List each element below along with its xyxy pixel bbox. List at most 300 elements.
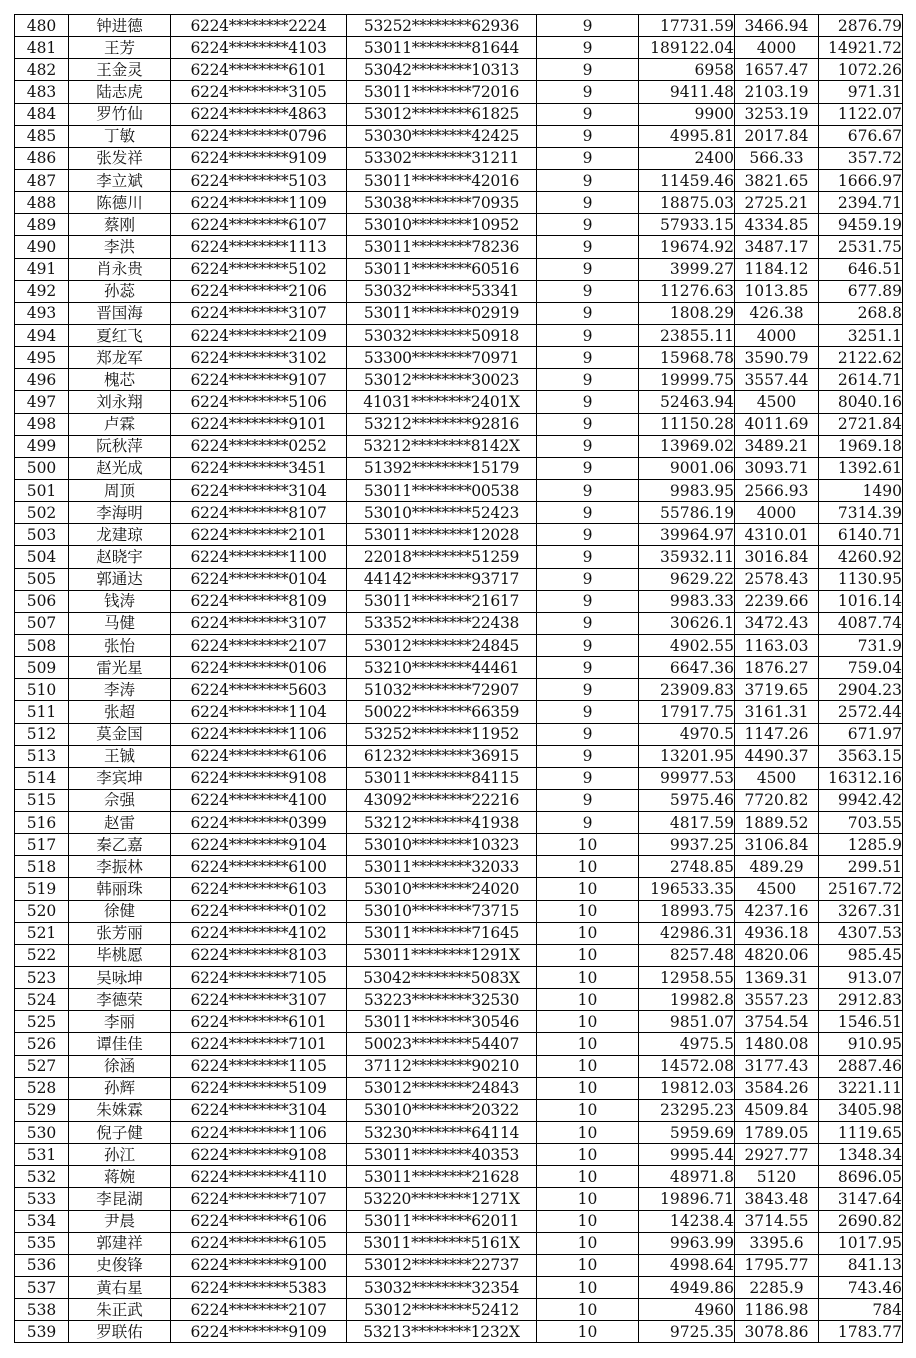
amount-subsidy-cell: 4500 (735, 878, 819, 900)
bank-card-number-cell: 6224********1109 (171, 192, 347, 214)
amount-subsidy-cell: 489.29 (735, 856, 819, 878)
person-name-cell: 张芳丽 (69, 922, 171, 944)
id-number-cell: 53212********92816 (347, 413, 537, 435)
table-row (15, 701, 903, 723)
bank-card-number-cell: 6224********4103 (171, 37, 347, 59)
row-number-cell: 523 (15, 967, 69, 989)
row-number-cell: 501 (15, 479, 69, 501)
amount-pension-cell: 299.51 (819, 856, 903, 878)
id-number-cell: 53010********20322 (347, 1099, 537, 1121)
amount-subsidy-cell: 3714.55 (735, 1210, 819, 1232)
row-number-cell: 513 (15, 745, 69, 767)
row-number-cell: 491 (15, 258, 69, 280)
person-name-cell: 黄右星 (69, 1277, 171, 1299)
person-name-cell: 李宾坤 (69, 767, 171, 789)
month-count-cell: 9 (537, 789, 639, 811)
amount-pension-cell: 8696.05 (819, 1166, 903, 1188)
month-count-cell: 9 (537, 81, 639, 103)
amount-total-cell: 9851.07 (639, 1011, 735, 1033)
id-number-cell: 53302********31211 (347, 147, 537, 169)
month-count-cell: 9 (537, 701, 639, 723)
month-count-cell: 9 (537, 192, 639, 214)
amount-subsidy-cell: 1889.52 (735, 812, 819, 834)
month-count-cell: 9 (537, 524, 639, 546)
amount-subsidy-cell: 2725.21 (735, 192, 819, 214)
table-row (15, 59, 903, 81)
person-name-cell: 郭建祥 (69, 1232, 171, 1254)
amount-pension-cell: 3251.1 (819, 324, 903, 346)
month-count-cell: 9 (537, 147, 639, 169)
bank-card-number-cell: 6224********9104 (171, 834, 347, 856)
amount-subsidy-cell: 566.33 (735, 147, 819, 169)
id-number-cell: 53011********1291X (347, 944, 537, 966)
row-number-cell: 525 (15, 1011, 69, 1033)
id-number-cell: 53252********11952 (347, 723, 537, 745)
amount-pension-cell: 1285.9 (819, 834, 903, 856)
row-number-cell: 490 (15, 236, 69, 258)
amount-pension-cell: 4307.53 (819, 922, 903, 944)
amount-subsidy-cell: 1657.47 (735, 59, 819, 81)
id-number-cell: 53012********61825 (347, 103, 537, 125)
amount-total-cell: 6958 (639, 59, 735, 81)
row-number-cell: 514 (15, 767, 69, 789)
id-number-cell: 61232********36915 (347, 745, 537, 767)
bank-card-number-cell: 6224********3107 (171, 612, 347, 634)
row-number-cell: 498 (15, 413, 69, 435)
month-count-cell: 10 (537, 834, 639, 856)
person-name-cell: 槐芯 (69, 369, 171, 391)
amount-subsidy-cell: 1369.31 (735, 967, 819, 989)
bank-card-number-cell: 6224********9101 (171, 413, 347, 435)
person-name-cell: 丁敏 (69, 125, 171, 147)
row-number-cell: 492 (15, 280, 69, 302)
person-name-cell: 李洪 (69, 236, 171, 258)
amount-total-cell: 30626.1 (639, 612, 735, 634)
amount-pension-cell: 3221.11 (819, 1077, 903, 1099)
amount-total-cell: 5959.69 (639, 1122, 735, 1144)
amount-subsidy-cell: 4000 (735, 324, 819, 346)
table-row (15, 1321, 903, 1343)
month-count-cell: 10 (537, 922, 639, 944)
table-row (15, 125, 903, 147)
table-row (15, 989, 903, 1011)
person-name-cell: 徐健 (69, 900, 171, 922)
month-count-cell: 10 (537, 1166, 639, 1188)
person-name-cell: 李涛 (69, 679, 171, 701)
person-name-cell: 吴咏坤 (69, 967, 171, 989)
table-row (15, 590, 903, 612)
bank-card-number-cell: 6224********3107 (171, 989, 347, 1011)
bank-card-number-cell: 6224********9109 (171, 147, 347, 169)
table-row (15, 812, 903, 834)
amount-total-cell: 18993.75 (639, 900, 735, 922)
amount-subsidy-cell: 4500 (735, 391, 819, 413)
bank-card-number-cell: 6224********2224 (171, 15, 347, 37)
table-row (15, 767, 903, 789)
id-number-cell: 53042********5083X (347, 967, 537, 989)
bank-card-number-cell: 6224********4100 (171, 789, 347, 811)
amount-subsidy-cell: 7720.82 (735, 789, 819, 811)
amount-total-cell: 18875.03 (639, 192, 735, 214)
person-name-cell: 李海明 (69, 502, 171, 524)
amount-pension-cell: 671.97 (819, 723, 903, 745)
row-number-cell: 517 (15, 834, 69, 856)
amount-subsidy-cell: 1795.77 (735, 1254, 819, 1276)
id-number-cell: 44142********93717 (347, 568, 537, 590)
table-row (15, 1122, 903, 1144)
month-count-cell: 10 (537, 1188, 639, 1210)
amount-subsidy-cell: 4500 (735, 767, 819, 789)
table-row (15, 280, 903, 302)
table-row (15, 723, 903, 745)
row-number-cell: 502 (15, 502, 69, 524)
row-number-cell: 506 (15, 590, 69, 612)
amount-subsidy-cell: 4011.69 (735, 413, 819, 435)
month-count-cell: 9 (537, 37, 639, 59)
amount-subsidy-cell: 3719.65 (735, 679, 819, 701)
amount-pension-cell: 703.55 (819, 812, 903, 834)
month-count-cell: 10 (537, 1055, 639, 1077)
table-row (15, 391, 903, 413)
person-name-cell: 马健 (69, 612, 171, 634)
row-number-cell: 486 (15, 147, 69, 169)
bank-card-number-cell: 6224********2109 (171, 324, 347, 346)
amount-total-cell: 1808.29 (639, 302, 735, 324)
amount-pension-cell: 3405.98 (819, 1099, 903, 1121)
month-count-cell: 9 (537, 302, 639, 324)
month-count-cell: 9 (537, 280, 639, 302)
bank-card-number-cell: 6224********5106 (171, 391, 347, 413)
amount-subsidy-cell: 4509.84 (735, 1099, 819, 1121)
amount-total-cell: 8257.48 (639, 944, 735, 966)
person-name-cell: 莫金国 (69, 723, 171, 745)
row-number-cell: 484 (15, 103, 69, 125)
row-number-cell: 503 (15, 524, 69, 546)
table-row (15, 1011, 903, 1033)
table-row (15, 1144, 903, 1166)
row-number-cell: 495 (15, 347, 69, 369)
table-row (15, 502, 903, 524)
id-number-cell: 53212********41938 (347, 812, 537, 834)
amount-subsidy-cell: 1876.27 (735, 657, 819, 679)
row-number-cell: 493 (15, 302, 69, 324)
amount-pension-cell: 2876.79 (819, 15, 903, 37)
amount-pension-cell: 2122.62 (819, 347, 903, 369)
id-number-cell: 53012********30023 (347, 369, 537, 391)
month-count-cell: 9 (537, 125, 639, 147)
month-count-cell: 10 (537, 1277, 639, 1299)
amount-pension-cell: 9459.19 (819, 214, 903, 236)
month-count-cell: 10 (537, 1210, 639, 1232)
amount-pension-cell: 7314.39 (819, 502, 903, 524)
amount-pension-cell: 1072.26 (819, 59, 903, 81)
row-number-cell: 482 (15, 59, 69, 81)
bank-card-number-cell: 6224********4110 (171, 1166, 347, 1188)
person-name-cell: 赵晓宇 (69, 546, 171, 568)
table-row (15, 856, 903, 878)
amount-total-cell: 6647.36 (639, 657, 735, 679)
person-name-cell: 赵雷 (69, 812, 171, 834)
amount-pension-cell: 1490 (819, 479, 903, 501)
person-name-cell: 蔡刚 (69, 214, 171, 236)
amount-subsidy-cell: 4000 (735, 502, 819, 524)
person-name-cell: 孙辉 (69, 1077, 171, 1099)
row-number-cell: 496 (15, 369, 69, 391)
month-count-cell: 9 (537, 590, 639, 612)
bank-card-number-cell: 6224********1105 (171, 1055, 347, 1077)
amount-total-cell: 12958.55 (639, 967, 735, 989)
amount-total-cell: 9995.44 (639, 1144, 735, 1166)
bank-card-number-cell: 6224********6103 (171, 878, 347, 900)
amount-pension-cell: 16312.16 (819, 767, 903, 789)
amount-subsidy-cell: 3016.84 (735, 546, 819, 568)
bank-card-number-cell: 6224********6101 (171, 1011, 347, 1033)
table-row (15, 103, 903, 125)
month-count-cell: 9 (537, 812, 639, 834)
person-name-cell: 雷光星 (69, 657, 171, 679)
bank-card-number-cell: 6224********1113 (171, 236, 347, 258)
amount-pension-cell: 4260.92 (819, 546, 903, 568)
month-count-cell: 10 (537, 1299, 639, 1321)
table-row (15, 214, 903, 236)
month-count-cell: 10 (537, 944, 639, 966)
amount-subsidy-cell: 4334.85 (735, 214, 819, 236)
month-count-cell: 9 (537, 391, 639, 413)
bank-card-number-cell: 6224********9109 (171, 1321, 347, 1343)
amount-pension-cell: 676.67 (819, 125, 903, 147)
amount-subsidy-cell: 3253.19 (735, 103, 819, 125)
table-row (15, 1166, 903, 1188)
month-count-cell: 10 (537, 967, 639, 989)
person-name-cell: 朱正武 (69, 1299, 171, 1321)
person-name-cell: 韩丽珠 (69, 878, 171, 900)
bank-card-number-cell: 6224********5383 (171, 1277, 347, 1299)
month-count-cell: 10 (537, 856, 639, 878)
amount-total-cell: 19674.92 (639, 236, 735, 258)
amount-pension-cell: 971.31 (819, 81, 903, 103)
bank-card-number-cell: 6224********6101 (171, 59, 347, 81)
id-number-cell: 53210********44461 (347, 657, 537, 679)
table-row (15, 147, 903, 169)
amount-total-cell: 99977.53 (639, 767, 735, 789)
amount-total-cell: 17917.75 (639, 701, 735, 723)
table-row (15, 1299, 903, 1321)
amount-pension-cell: 841.13 (819, 1254, 903, 1276)
row-number-cell: 494 (15, 324, 69, 346)
table-row (15, 568, 903, 590)
amount-total-cell: 23295.23 (639, 1099, 735, 1121)
table-row (15, 1033, 903, 1055)
row-number-cell: 526 (15, 1033, 69, 1055)
table-row (15, 1188, 903, 1210)
amount-total-cell: 55786.19 (639, 502, 735, 524)
bank-card-number-cell: 6224********0399 (171, 812, 347, 834)
person-name-cell: 周顶 (69, 479, 171, 501)
id-number-cell: 53012********52412 (347, 1299, 537, 1321)
month-count-cell: 9 (537, 258, 639, 280)
amount-pension-cell: 3267.31 (819, 900, 903, 922)
amount-total-cell: 4995.81 (639, 125, 735, 147)
row-number-cell: 535 (15, 1232, 69, 1254)
id-number-cell: 53032********50918 (347, 324, 537, 346)
table-row (15, 369, 903, 391)
row-number-cell: 510 (15, 679, 69, 701)
person-name-cell: 孙江 (69, 1144, 171, 1166)
bank-card-number-cell: 6224********8103 (171, 944, 347, 966)
amount-pension-cell: 1783.77 (819, 1321, 903, 1343)
amount-subsidy-cell: 2578.43 (735, 568, 819, 590)
month-count-cell: 10 (537, 1011, 639, 1033)
id-number-cell: 53011********78236 (347, 236, 537, 258)
table-row (15, 37, 903, 59)
amount-pension-cell: 3563.15 (819, 745, 903, 767)
id-number-cell: 37112********90210 (347, 1055, 537, 1077)
row-number-cell: 487 (15, 169, 69, 191)
person-name-cell: 朱姝霖 (69, 1099, 171, 1121)
amount-subsidy-cell: 2927.77 (735, 1144, 819, 1166)
id-number-cell: 51032********72907 (347, 679, 537, 701)
table-row (15, 324, 903, 346)
amount-subsidy-cell: 1186.98 (735, 1299, 819, 1321)
month-count-cell: 10 (537, 1122, 639, 1144)
amount-pension-cell: 9942.42 (819, 789, 903, 811)
month-count-cell: 9 (537, 15, 639, 37)
bank-card-number-cell: 6224********0106 (171, 657, 347, 679)
amount-total-cell: 42986.31 (639, 922, 735, 944)
amount-pension-cell: 731.9 (819, 634, 903, 656)
person-name-cell: 阮秋萍 (69, 435, 171, 457)
id-number-cell: 53011********42016 (347, 169, 537, 191)
row-number-cell: 530 (15, 1122, 69, 1144)
row-number-cell: 537 (15, 1277, 69, 1299)
table-row (15, 347, 903, 369)
bank-card-number-cell: 6224********4863 (171, 103, 347, 125)
row-number-cell: 538 (15, 1299, 69, 1321)
amount-pension-cell: 784 (819, 1299, 903, 1321)
table-row (15, 967, 903, 989)
person-name-cell: 罗联佑 (69, 1321, 171, 1343)
row-number-cell: 507 (15, 612, 69, 634)
person-name-cell: 蒋婉 (69, 1166, 171, 1188)
amount-pension-cell: 2904.23 (819, 679, 903, 701)
bank-card-number-cell: 6224********5109 (171, 1077, 347, 1099)
amount-total-cell: 4960 (639, 1299, 735, 1321)
person-name-cell: 罗竹仙 (69, 103, 171, 125)
person-name-cell: 毕桃愿 (69, 944, 171, 966)
person-name-cell: 尹晨 (69, 1210, 171, 1232)
amount-total-cell: 2748.85 (639, 856, 735, 878)
person-name-cell: 钱涛 (69, 590, 171, 612)
id-number-cell: 53011********81644 (347, 37, 537, 59)
table-row (15, 1099, 903, 1121)
id-number-cell: 53010********73715 (347, 900, 537, 922)
bank-card-number-cell: 6224********1106 (171, 723, 347, 745)
bank-card-number-cell: 6224********4102 (171, 922, 347, 944)
amount-subsidy-cell: 3466.94 (735, 15, 819, 37)
amount-pension-cell: 14921.72 (819, 37, 903, 59)
id-number-cell: 22018********51259 (347, 546, 537, 568)
row-number-cell: 483 (15, 81, 69, 103)
bank-card-number-cell: 6224********5102 (171, 258, 347, 280)
table-row (15, 169, 903, 191)
bank-card-number-cell: 6224********9107 (171, 369, 347, 391)
bank-card-number-cell: 6224********2107 (171, 634, 347, 656)
id-number-cell: 53032********53341 (347, 280, 537, 302)
amount-total-cell: 57933.15 (639, 214, 735, 236)
amount-total-cell: 5975.46 (639, 789, 735, 811)
person-name-cell: 王金灵 (69, 59, 171, 81)
bank-card-number-cell: 6224********0252 (171, 435, 347, 457)
month-count-cell: 10 (537, 1033, 639, 1055)
bank-card-number-cell: 6224********7105 (171, 967, 347, 989)
person-name-cell: 史俊锋 (69, 1254, 171, 1276)
amount-subsidy-cell: 3472.43 (735, 612, 819, 634)
amount-subsidy-cell: 3395.6 (735, 1232, 819, 1254)
table-row (15, 789, 903, 811)
person-name-cell: 倪子健 (69, 1122, 171, 1144)
amount-total-cell: 14572.08 (639, 1055, 735, 1077)
table-row (15, 435, 903, 457)
amount-total-cell: 4949.86 (639, 1277, 735, 1299)
table-row (15, 612, 903, 634)
row-number-cell: 534 (15, 1210, 69, 1232)
id-number-cell: 53012********24843 (347, 1077, 537, 1099)
bank-card-number-cell: 6224********3451 (171, 457, 347, 479)
month-count-cell: 9 (537, 546, 639, 568)
amount-pension-cell: 1392.61 (819, 457, 903, 479)
id-number-cell: 53011********40353 (347, 1144, 537, 1166)
month-count-cell: 9 (537, 679, 639, 701)
month-count-cell: 9 (537, 369, 639, 391)
amount-subsidy-cell: 3821.65 (735, 169, 819, 191)
month-count-cell: 9 (537, 236, 639, 258)
id-number-cell: 53223********32530 (347, 989, 537, 1011)
id-number-cell: 50023********54407 (347, 1033, 537, 1055)
person-name-cell: 郑龙军 (69, 347, 171, 369)
amount-subsidy-cell: 1480.08 (735, 1033, 819, 1055)
month-count-cell: 9 (537, 568, 639, 590)
row-number-cell: 499 (15, 435, 69, 457)
row-number-cell: 511 (15, 701, 69, 723)
amount-total-cell: 19982.8 (639, 989, 735, 1011)
amount-pension-cell: 759.04 (819, 657, 903, 679)
id-number-cell: 53252********62936 (347, 15, 537, 37)
amount-total-cell: 19812.03 (639, 1077, 735, 1099)
amount-pension-cell: 1017.95 (819, 1232, 903, 1254)
id-number-cell: 53010********10952 (347, 214, 537, 236)
month-count-cell: 10 (537, 989, 639, 1011)
amount-pension-cell: 677.89 (819, 280, 903, 302)
bank-card-number-cell: 6224********6107 (171, 214, 347, 236)
table-row (15, 302, 903, 324)
amount-pension-cell: 8040.16 (819, 391, 903, 413)
row-number-cell: 522 (15, 944, 69, 966)
id-number-cell: 53230********64114 (347, 1122, 537, 1144)
month-count-cell: 9 (537, 413, 639, 435)
person-name-cell: 王铖 (69, 745, 171, 767)
person-name-cell: 李德荣 (69, 989, 171, 1011)
id-number-cell: 53042********10313 (347, 59, 537, 81)
amount-pension-cell: 646.51 (819, 258, 903, 280)
amount-subsidy-cell: 4310.01 (735, 524, 819, 546)
amount-total-cell: 39964.97 (639, 524, 735, 546)
person-name-cell: 李昆湖 (69, 1188, 171, 1210)
amount-subsidy-cell: 1789.05 (735, 1122, 819, 1144)
person-name-cell: 陆志虎 (69, 81, 171, 103)
amount-subsidy-cell: 3078.86 (735, 1321, 819, 1343)
row-number-cell: 519 (15, 878, 69, 900)
amount-total-cell: 4902.55 (639, 634, 735, 656)
